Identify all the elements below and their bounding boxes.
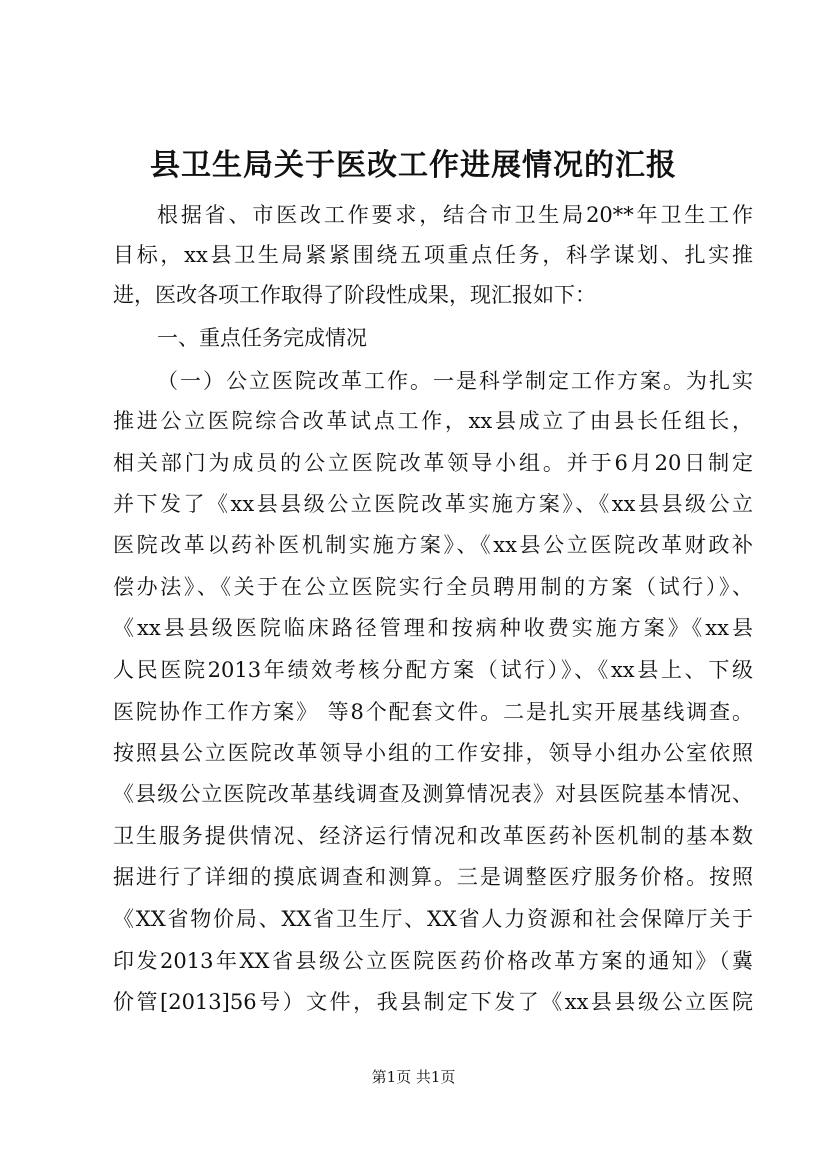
paragraph-line: 《县级公立医院改革基线调查及测算情况表》对县医院基本情况、 (113, 782, 753, 806)
paragraph-line: 医院协作工作方案》 等8个配套文件。二是扎实开展基线调查。 (113, 700, 753, 724)
paragraph-line: 偿办法》、《关于在公立医院实行全员聘用制的方案（试行）》、 (113, 575, 753, 599)
paragraph-line: 《xx县县级医院临床路径管理和按病种收费实施方案》《xx县 (113, 616, 753, 640)
paragraph-line: 目标，xx县卫生局紧紧围绕五项重点任务，科学谋划、扎实推 (113, 243, 753, 267)
paragraph-line: 按照县公立医院改革领导小组的工作安排，领导小组办公室依照 (113, 741, 753, 765)
paragraph-line: 卫生服务提供情况、经济运行情况和改革医药补医机制的基本数 (113, 824, 753, 848)
paragraph-line: 《XX省物价局、XX省卫生厅、XX省人力资源和社会保障厅关于 (113, 907, 753, 931)
section-heading: 一、重点任务完成情况 (157, 326, 367, 350)
document-title: 县卫生局关于医改工作进展情况的汇报 (150, 148, 677, 183)
paragraph-line: 并下发了《xx县县级公立医院改革实施方案》、《xx县县级公立 (113, 492, 753, 516)
paragraph-line: 相关部门为成员的公立医院改革领导小组。并于6月20日制定 (113, 451, 753, 475)
paragraph-line: 据进行了详细的摸底调查和测算。三是调整医疗服务价格。按照 (113, 865, 753, 889)
page-number-footer: 第1页 共1页 (371, 1068, 456, 1086)
paragraph-line: 人民医院2013年绩效考核分配方案（试行）》、《xx县上、下级 (113, 658, 753, 682)
paragraph-line: 推进公立医院综合改革试点工作，xx县成立了由县长任组长， (113, 409, 753, 433)
paragraph-line: （一）公立医院改革工作。一是科学制定工作方案。为扎实 (157, 369, 753, 393)
paragraph-line: 价管[2013]56号）文件，我县制定下发了《xx县县级公立医院 (113, 990, 753, 1014)
paragraph-line: 进，医改各项工作取得了阶段性成果，现汇报如下： (113, 283, 596, 307)
paragraph-line: 印发2013年XX省县级公立医院医药价格改革方案的通知》（冀 (113, 949, 753, 973)
paragraph-line: 医院改革以药补医机制实施方案》、《xx县公立医院改革财政补 (113, 533, 753, 557)
paragraph-line: 根据省、市医改工作要求，结合市卫生局20**年卫生工作 (157, 203, 753, 227)
